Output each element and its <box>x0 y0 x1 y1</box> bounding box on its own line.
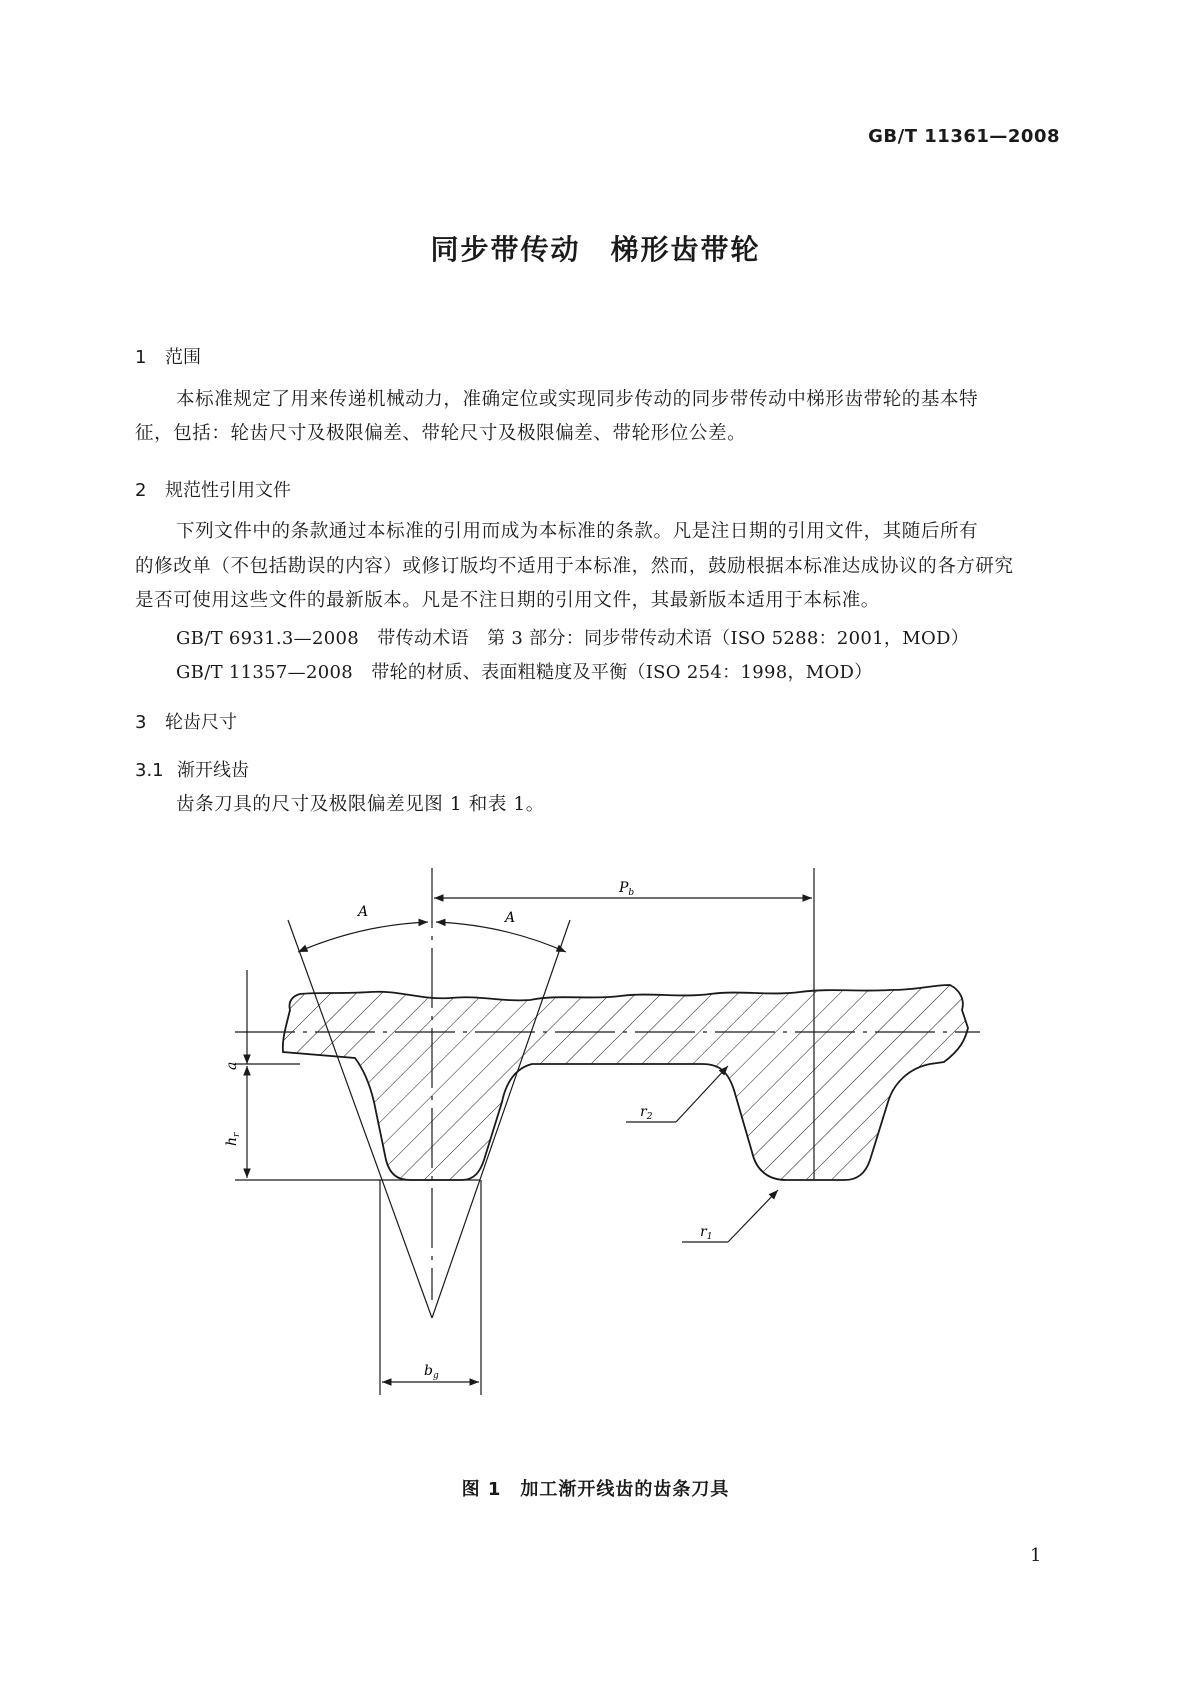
label-r1: $r_1$ <box>700 1224 713 1242</box>
standard-number: GB/T 11361—2008 <box>868 126 1060 147</box>
section-2-para-line-1: 下列文件中的条款通过本标准的引用而成为本标准的条款。凡是注日期的引用文件，其随后所有 <box>176 521 979 542</box>
section-title: 轮齿尺寸 <box>165 712 237 733</box>
label-bg: $b_g$ <box>424 1363 439 1381</box>
section-number: 3.1 <box>135 760 164 781</box>
section-1-para-line-2: 征，包括：轮齿尺寸及极限偏差、带轮尺寸及极限偏差、带轮形位公差。 <box>135 423 747 444</box>
figure-caption: 图 1 加工渐开线齿的齿条刀具 <box>461 1479 730 1500</box>
section-2-para-line-2: 的修改单（不包括勘误的内容）或修订版均不适用于本标准，然而，鼓励根据本标准达成协议的各方研究 <box>135 556 1014 577</box>
section-number: 2 <box>135 480 147 501</box>
section-2-para-line-3: 是否可使用这些文件的最新版本。凡是不注日期的引用文件，其最新版本适用于本标准。 <box>135 590 880 611</box>
label-A-right: A <box>505 910 516 926</box>
angle-A-arc-right <box>436 922 566 952</box>
section-title: 规范性引用文件 <box>165 480 291 501</box>
section-1-para-line-1: 本标准规定了用来传递机械动力，准确定位或实现同步传动的同步带传动中梯形齿带轮的基本特 <box>176 389 979 410</box>
section-number: 3 <box>135 712 147 733</box>
rack-body <box>283 985 968 1180</box>
label-pb: $P_b$ <box>619 880 635 898</box>
r1-leader-diagonal <box>728 1190 778 1242</box>
label-A-left: A <box>358 904 369 920</box>
angle-A-arc-left <box>298 922 428 952</box>
reference-1: GB/T 6931.3—2008 带传动术语 第 3 部分：同步带传动术语（ISO 5288：2001，MOD） <box>176 628 970 649</box>
section-title: 渐开线齿 <box>177 760 249 781</box>
document-title: 同步带传动 梯形齿带轮 <box>430 233 761 266</box>
r2-leader-diagonal <box>676 1066 728 1122</box>
section-title: 范围 <box>165 347 201 368</box>
label-hr: $h_r$ <box>224 1132 242 1146</box>
label-a: a <box>224 1061 240 1070</box>
section-number: 1 <box>135 347 147 368</box>
reference-2: GB/T 11357—2008 带轮的材质、表面粗糙度及平衡（ISO 254：1998，MOD） <box>176 662 873 683</box>
label-r2: $r_2$ <box>640 1104 653 1122</box>
page-number: 1 <box>1030 1545 1042 1566</box>
section-3-1-para: 齿条刀具的尺寸及极限偏差见图 1 和表 1。 <box>176 794 545 815</box>
